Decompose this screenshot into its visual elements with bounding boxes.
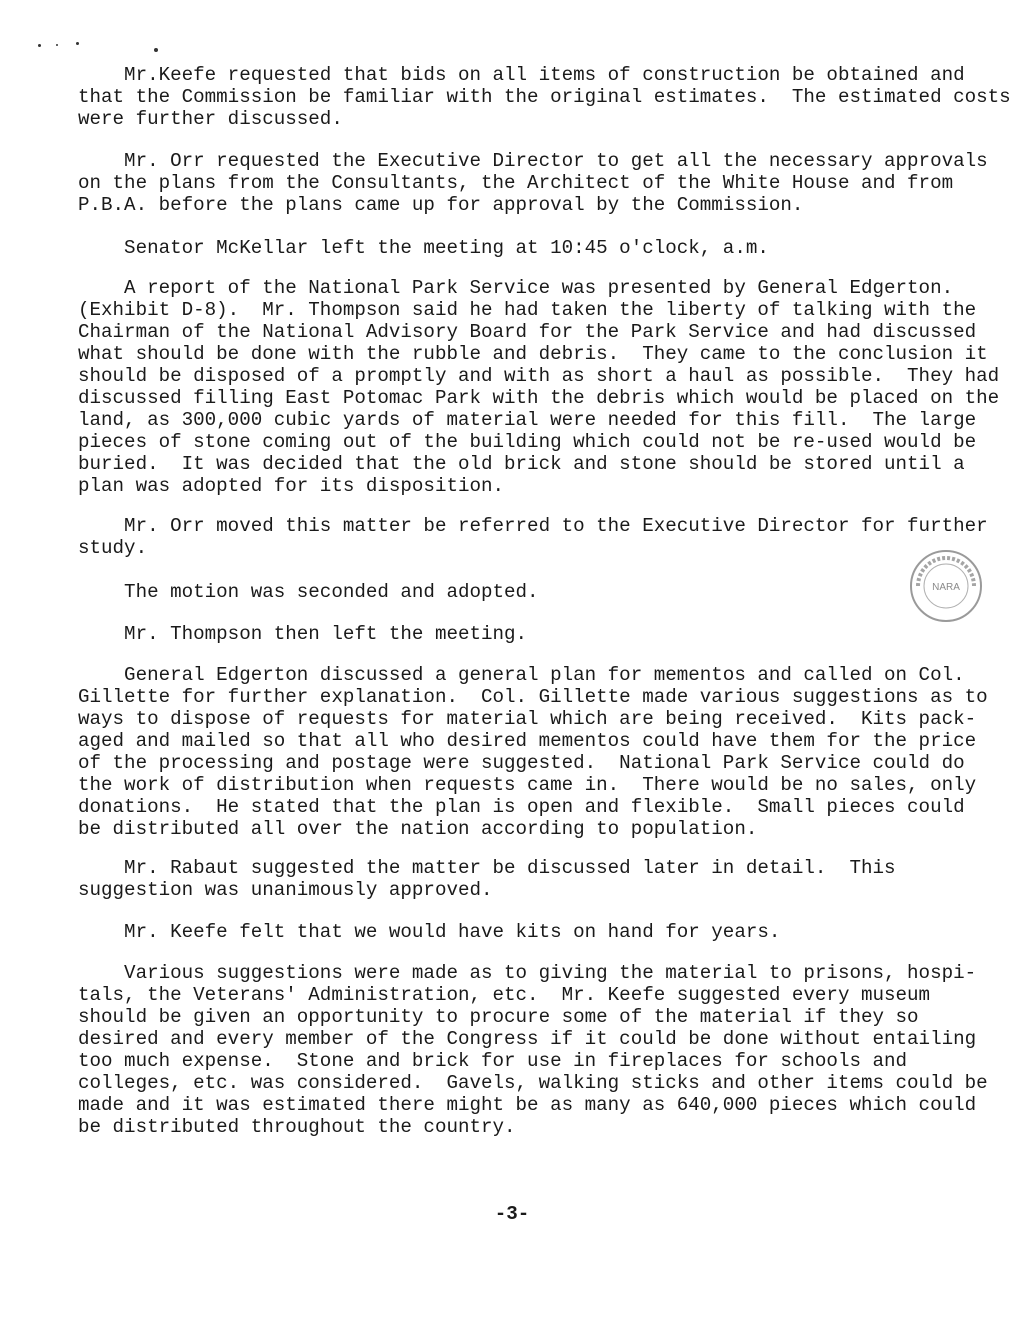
paragraph-keefe-kits: Mr. Keefe felt that we would have kits on hand for years. — [78, 921, 781, 943]
svg-text:NARA: NARA — [932, 582, 960, 593]
scan-speck — [76, 42, 79, 45]
paragraph-keefe-bids: Mr.Keefe requested that bids on all items of construction be obtained and that the Commission be familiar with the original estimates. The estimated costs were further discussed. — [78, 64, 1011, 130]
paragraph-orr-motion: Mr. Orr moved this matter be referred to the Executive Director for further study. — [78, 515, 988, 559]
paragraph-motion-adopted: The motion was seconded and adopted. — [78, 581, 539, 603]
scan-speck — [38, 44, 41, 47]
scan-speck — [154, 48, 158, 52]
paragraph-park-service-report: A report of the National Park Service was presented by General Edgerton. (Exhibit D-8). Mr. Thompson said he had taken the liberty of talking with the Chairman of the National Advisory Board for the Park Service and had discussed what should be done with the rubble and debris. They came to the conclusion it should be disposed of a promptly and with as short a haul as possible. They had discussed filling East Potomac Park with the debris which would be placed on the land, as 300,000 cubic yards of material were needed for this fill. The large pieces of stone coming out of the building which could not be re-used would be buried. It was decided that the old brick and stone should be stored until a plan was adopted for its disposition. — [78, 277, 1000, 497]
paragraph-various-suggestions: Various suggestions were made as to giving the material to prisons, hospi- tals, the Veterans' Administration, etc. Mr. Keefe suggested every museum should be given an opportunity to procure some of the material if they so desired and every member of the Congress if it could be done without entailing too much expense. Stone and brick for use in fireplaces for schools and colleges, etc. was considered. Gavels, walking sticks and other items could be made and it was estimated there might be as many as 640,000 pieces which could be distributed throughout the country. — [78, 962, 988, 1138]
paragraph-mementos-plan: General Edgerton discussed a general plan for mementos and called on Col. Gillette for further explanation. Col. Gillette made various suggestions as to ways to dispose of requests for material which are being received. Kits pack- aged and mailed so that all who desired mementos could have them for the price of the processing and postage were suggested. National Park Service could do the work of distribution when requests came in. There would be no sales, only donations. He stated that the plan is open and flexible. Small pieces could be distributed all over the nation according to population. — [78, 664, 988, 840]
paragraph-thompson-left: Mr. Thompson then left the meeting. — [78, 623, 528, 645]
library-stamp — [908, 548, 984, 624]
library-stamp-graphic — [908, 548, 984, 624]
page-number: -3- — [494, 1203, 530, 1225]
scan-speck — [56, 44, 58, 46]
paragraph-mckellar-left: Senator McKellar left the meeting at 10:45 o'clock, a.m. — [78, 237, 769, 259]
paragraph-orr-approvals: Mr. Orr requested the Executive Director to get all the necessary approvals on the plans from the Consultants, the Architect of the White House and from P.B.A. before the plans came up for approval by the Commission. — [78, 150, 988, 216]
paragraph-rabaut-suggestion: Mr. Rabaut suggested the matter be discussed later in detail. This suggestion was unanimously approved. — [78, 857, 896, 901]
